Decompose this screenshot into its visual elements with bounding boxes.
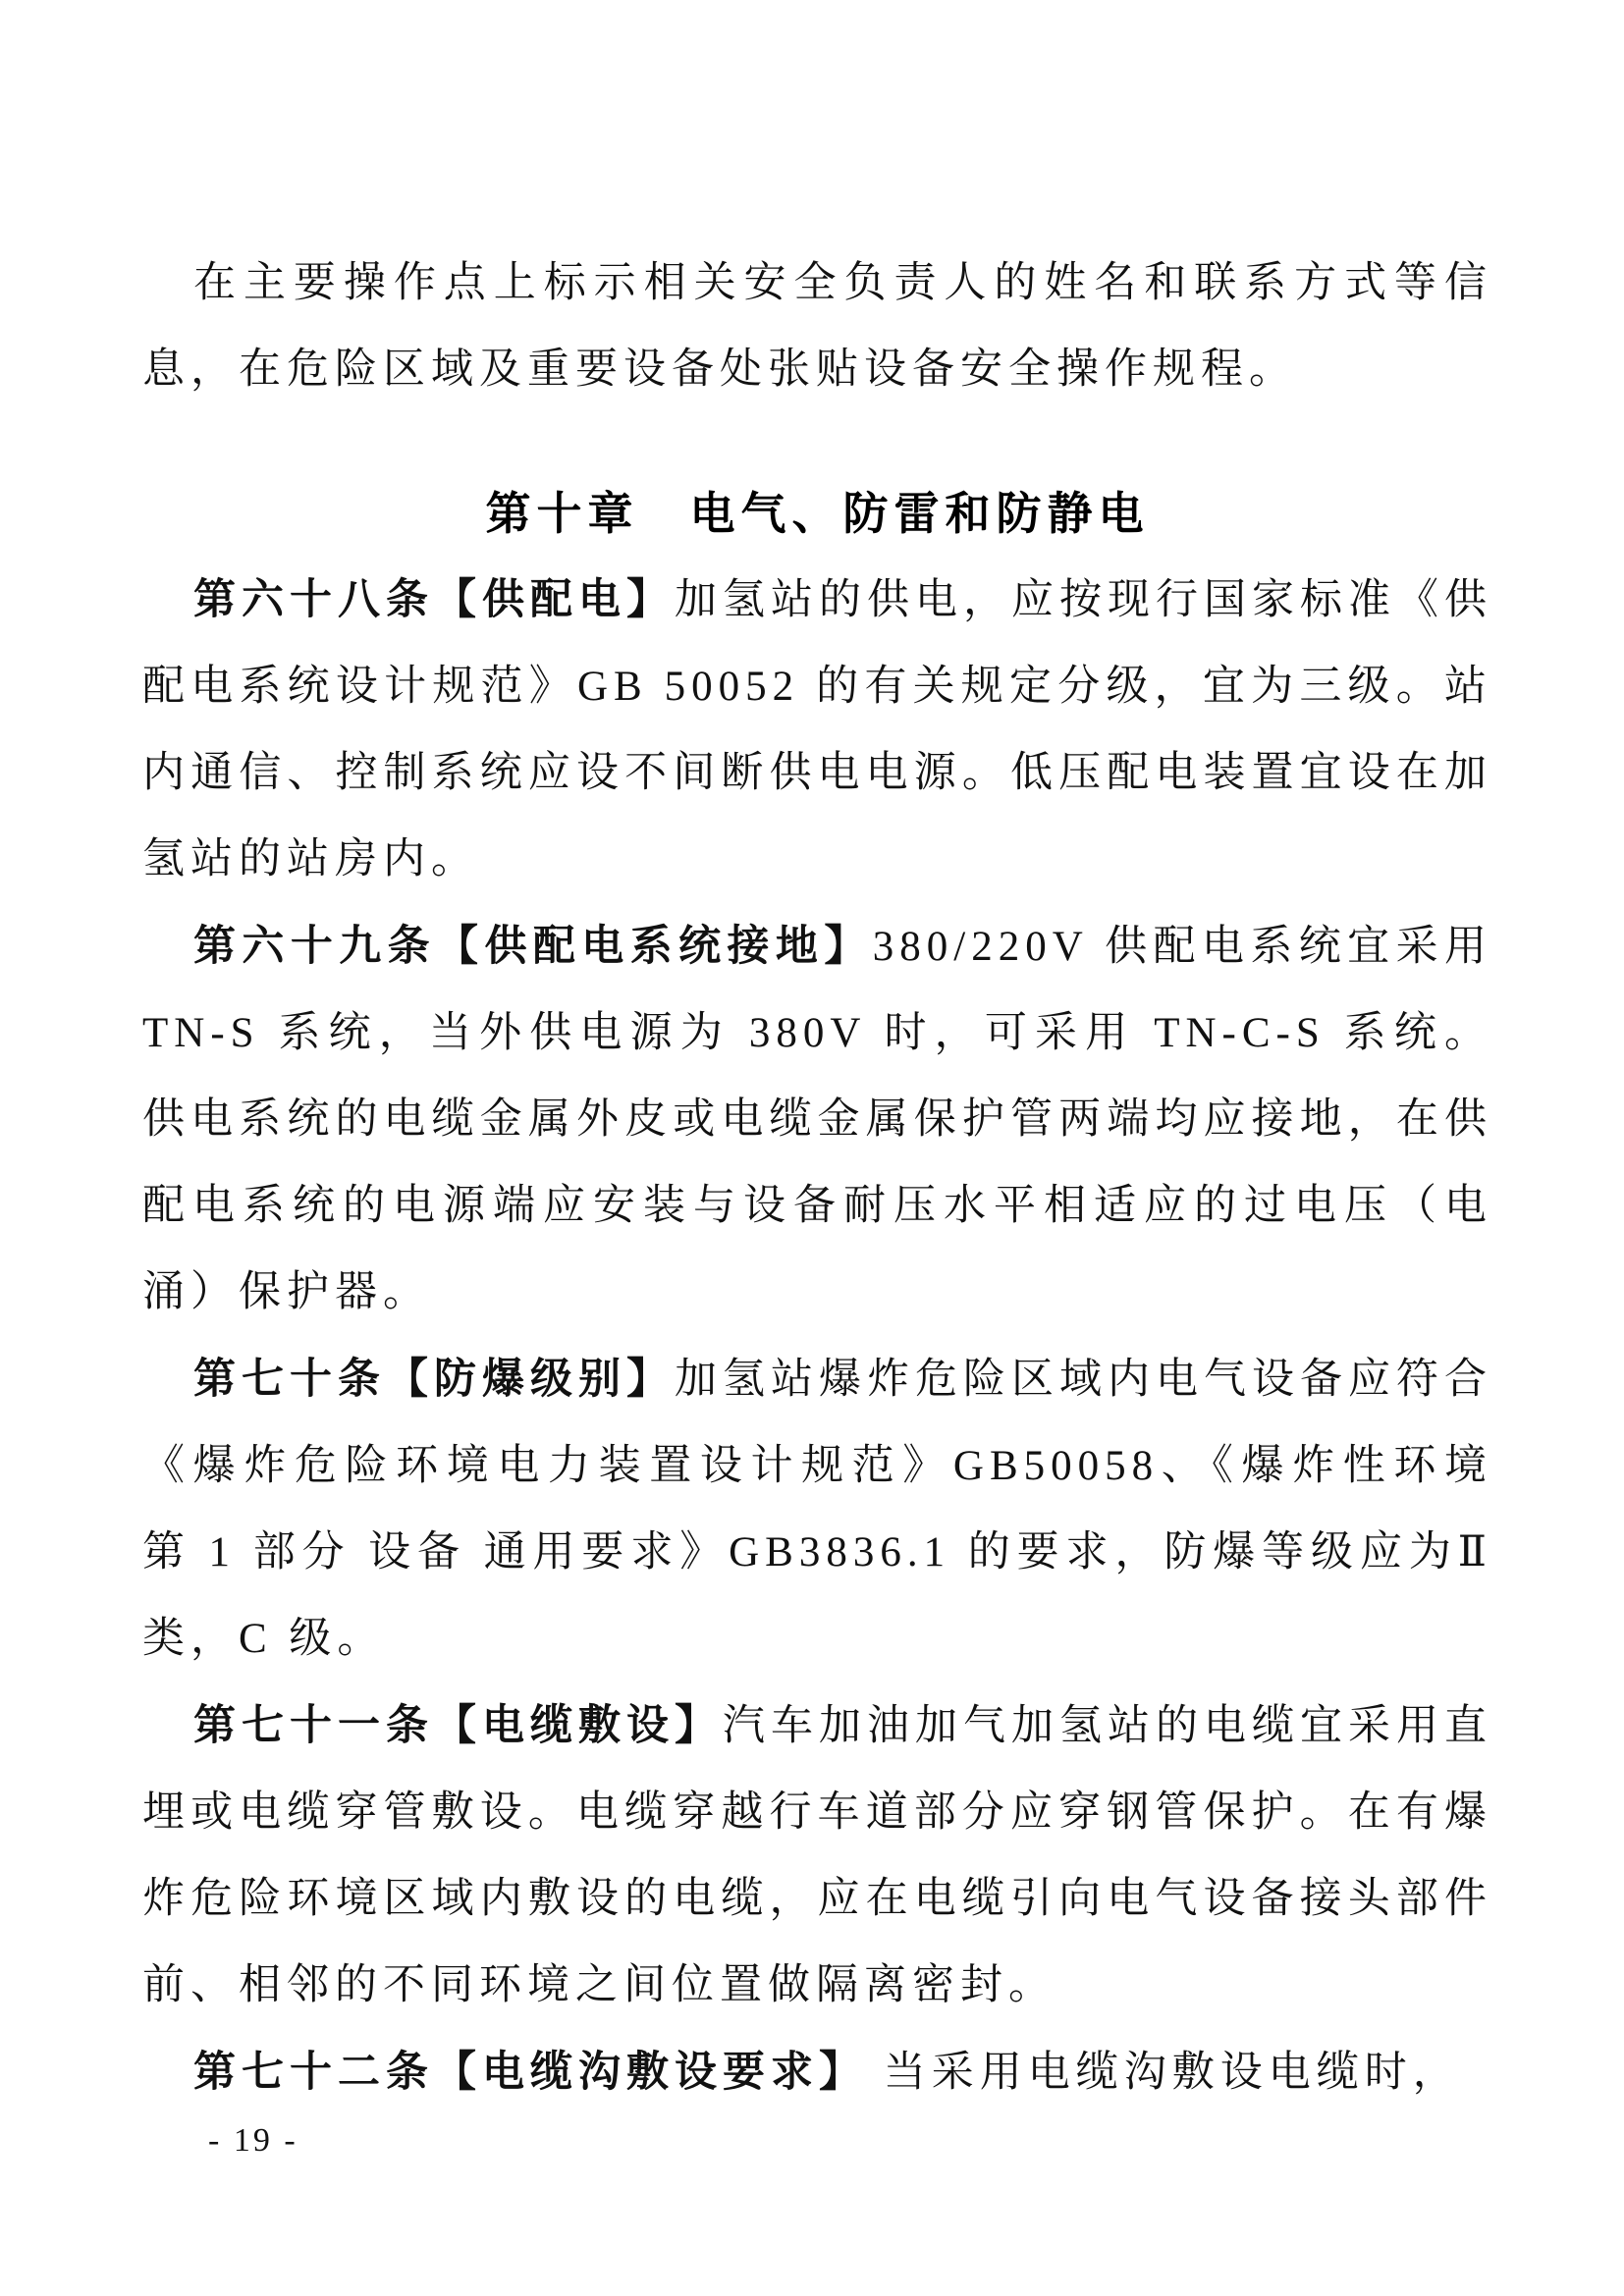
- intro-paragraph: [142, 240, 1492, 413]
- article-71-title: 第七十一条【电缆敷设】: [193, 1702, 723, 1749]
- article-69-paragraph: [142, 903, 1492, 1336]
- article-68-paragraph: [142, 557, 1492, 903]
- article-69-body: 380/220V 供配电系统宜采用 TN-S 系统，当外供电源为 380V 时，可采用 TN-C-S 系统。供电系统的电缆金属外皮或电缆金属保护管两端均应接地，在供配电系统的电源端应安装与设备耐压水平相适应的过电压（电涌）保护器。: [142, 924, 1493, 1315]
- article-69-title: 第六十九条【供配电系统接地】: [193, 923, 873, 970]
- article-70-body: 加氢站爆炸危险区域内电气设备应符合《爆炸危险环境电力装置设计规范》GB50058、《爆炸性环境 第 1 部分 设备 通用要求》GB3836.1 的要求，防爆等级应为Ⅱ类，C 级。: [142, 1357, 1492, 1662]
- intro-paragraph-text: 在主要操作点上标示相关安全负责人的姓名和联系方式等信息，在危险区域及重要设备处张贴设备安全操作规程。: [142, 260, 1492, 393]
- article-72-body: 当采用电缆沟敷设电缆时，: [867, 2050, 1461, 2096]
- article-70-paragraph: [142, 1336, 1492, 1682]
- chapter-heading: 第十章 电气、防雷和防静电: [485, 488, 1150, 539]
- article-68-title: 第六十八条【供配电】: [193, 576, 675, 623]
- article-70-title: 第七十条【防爆级别】: [193, 1356, 675, 1403]
- article-71-body: 汽车加油加气加氢站的电缆宜采用直埋或电缆穿管敷设。电缆穿越行车道部分应穿钢管保护。在有爆炸危险环境区域内敷设的电缆，应在电缆引向电气设备接头部件前、相邻的不同环境之间位置做隔离密封。: [142, 1703, 1492, 2008]
- article-72-title: 第七十二条【电缆沟敷设要求】: [193, 2049, 867, 2096]
- article-71-paragraph: [142, 1682, 1492, 2029]
- page-number: - 19 -: [208, 2122, 298, 2159]
- article-68-body: 加氢站的供电，应按现行国家标准《供配电系统设计规范》GB 50052 的有关规定分级，宜为三级。站内通信、控制系统应设不间断供电电源。低压配电装置宜设在加氢站的站房内。: [142, 577, 1492, 882]
- article-72-paragraph: [142, 2029, 1492, 2116]
